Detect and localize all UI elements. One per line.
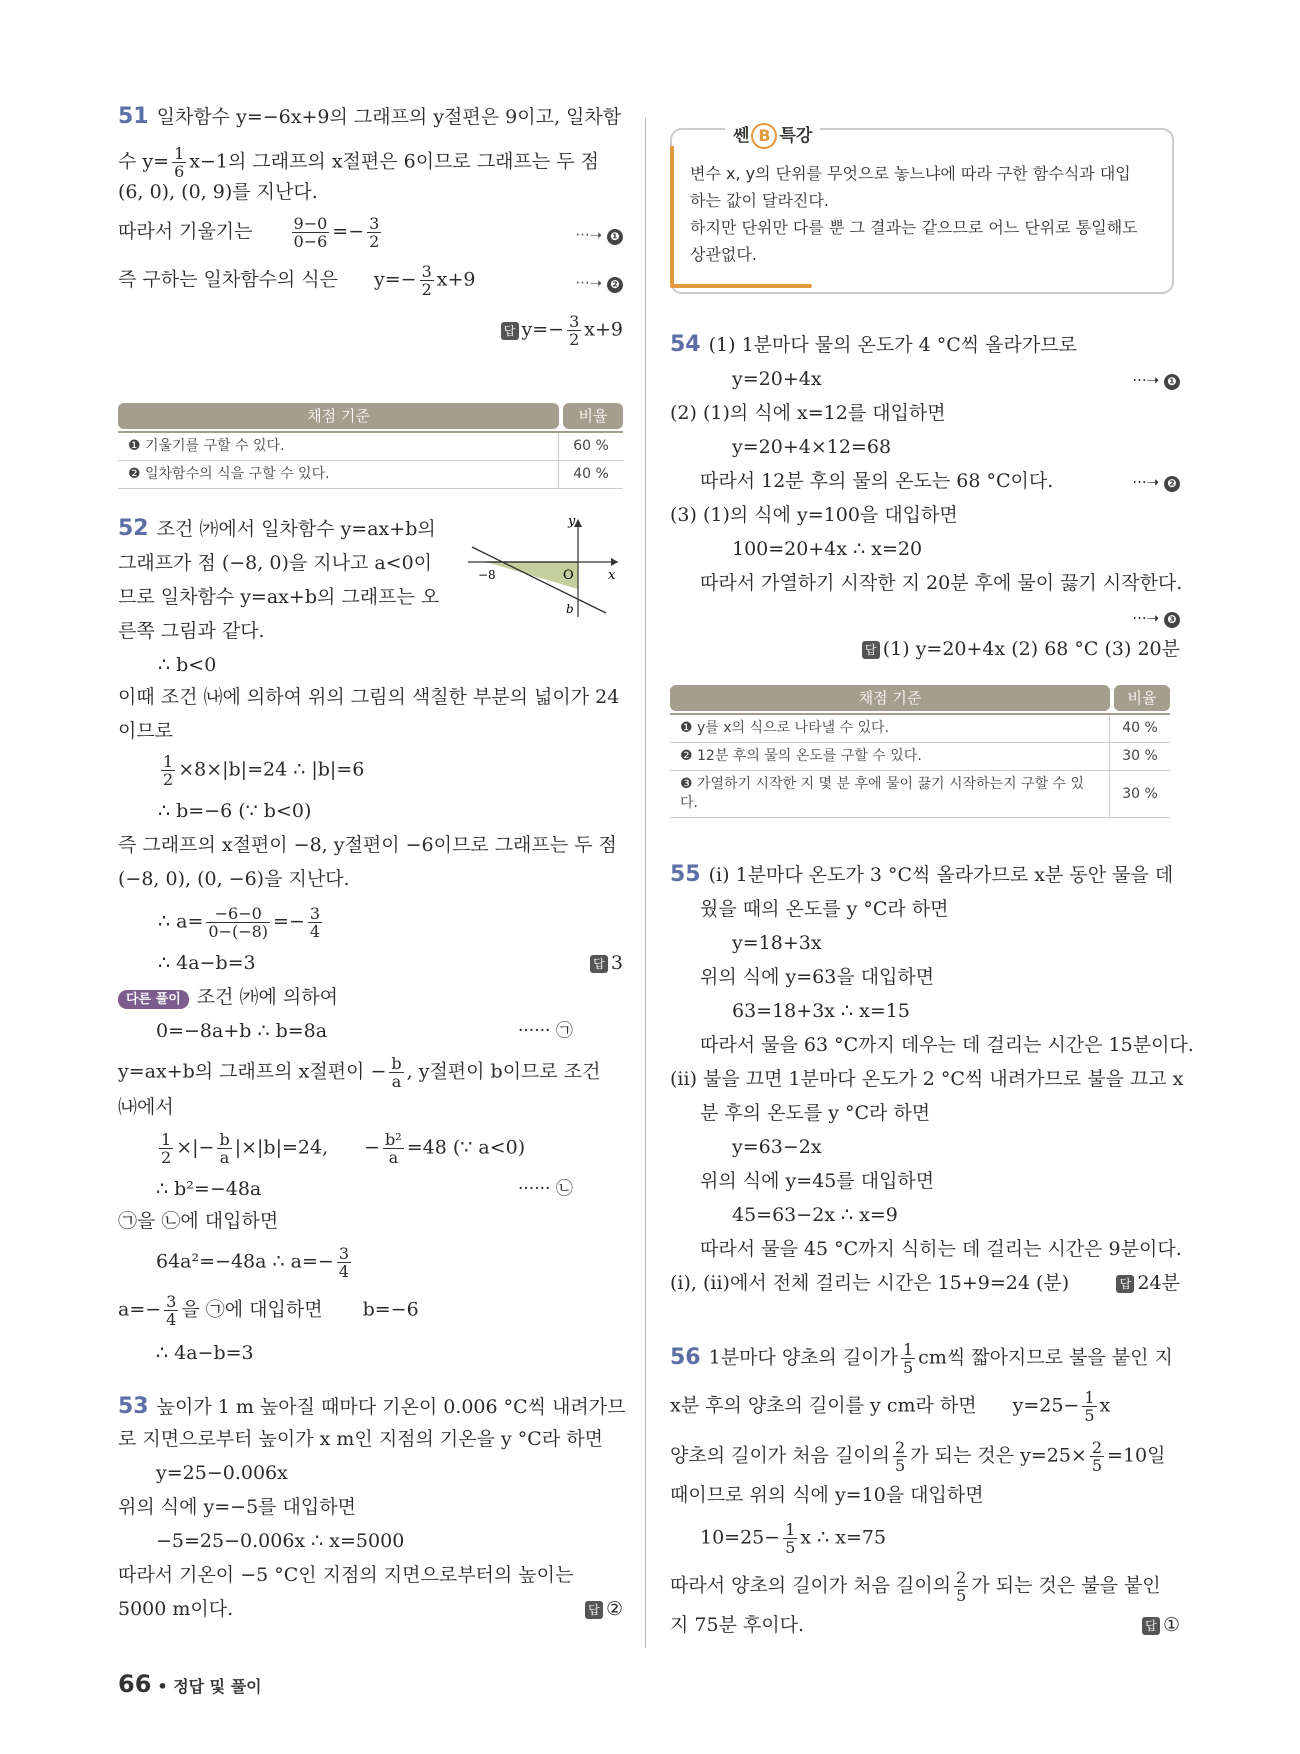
fraction: [783, 1521, 797, 1556]
fraction: [206, 905, 270, 940]
fraction: [308, 905, 322, 940]
denominator: 6: [174, 162, 185, 181]
numerator: 3: [421, 262, 432, 281]
column-divider: [645, 118, 646, 1648]
fraction: [164, 1293, 178, 1328]
table-body: [118, 431, 623, 489]
denominator: a: [219, 1148, 230, 1167]
numerator: 1: [1084, 1388, 1095, 1407]
text: , y절편이 b이므로 조건: [406, 1060, 601, 1083]
text: 따라서 양초의 길이가 처음 길이의: [670, 1574, 952, 1597]
page-number: 66: [118, 1670, 152, 1698]
text: (1) y=20+4x (2) 68 °C (3) 20분: [882, 638, 1180, 660]
numerator: b: [219, 1130, 230, 1149]
text: 10=25−: [700, 1526, 781, 1549]
fraction: [1090, 1439, 1104, 1474]
p54-answer: [862, 637, 1180, 661]
header-ratio: 비율: [1114, 685, 1170, 711]
p55-line3: y=18+3x: [732, 932, 822, 954]
p52-line9: ∴ b=−6 (∵ b<0): [158, 800, 312, 822]
p52-alt9: [118, 1293, 419, 1328]
p52-alt8: [156, 1245, 354, 1280]
fraction: [893, 1439, 907, 1474]
p55-line4: 위의 식에 y=63을 대입하면: [700, 966, 935, 988]
p54-line1: [670, 333, 1077, 357]
numerator: b²: [385, 1130, 402, 1149]
step-marker: ···➝ ❷: [1132, 469, 1180, 494]
p56-line1: [670, 1341, 1173, 1376]
text: (i) 1분마다 온도가 3 °C씩 올라가므로 x분 동안 물을 데: [708, 864, 1174, 886]
step-number: ❶: [1164, 374, 1180, 390]
problem-number: 53: [118, 1394, 149, 1419]
cell: ❶ y를 x의 식으로 나타낼 수 있다.: [670, 715, 1110, 742]
text: cm씩 짧아지므로 불을 붙인 지: [918, 1346, 1173, 1369]
p54-line7: 100=20+4x ∴ x=20: [732, 538, 923, 560]
text-line: 상관없다.: [690, 245, 757, 264]
p51-line3: (6, 0), (0, 9)를 지난다.: [118, 181, 318, 203]
numerator: 1: [785, 1520, 796, 1539]
p55-line9: y=63−2x: [732, 1136, 822, 1158]
numerator: 3: [166, 1292, 177, 1311]
header-criteria: 채점 기준: [118, 403, 559, 429]
p55-line6: 따라서 물을 63 °C까지 데우는 데 걸리는 시간은 15분이다.: [700, 1034, 1194, 1056]
problem-number: 54: [670, 332, 701, 357]
text: ②: [605, 1598, 623, 1620]
text: =−: [273, 910, 305, 933]
step-number: ❶: [607, 229, 623, 245]
step-number: ❷: [607, 277, 623, 293]
numerator: 2: [1091, 1438, 1103, 1457]
p52-line12: [158, 905, 325, 940]
header-criteria: 채점 기준: [670, 685, 1110, 711]
text-line: 하지만 단위만 다를 뿐 그 결과는 같으므로 어느 단위로 통일해도: [690, 218, 1138, 237]
step-marker: ···➝ ❸: [1132, 605, 1180, 630]
table-row: [118, 431, 623, 461]
p56-answer: [1142, 1613, 1180, 1637]
denominator: a: [388, 1148, 399, 1167]
scoring-table-51: [118, 403, 623, 489]
p52-line8: [158, 753, 364, 788]
origin-label: O: [563, 568, 574, 583]
fraction: [954, 1569, 968, 1604]
equation-tag: ······ ㉠: [518, 1021, 573, 1041]
denominator: 0−6: [293, 232, 328, 251]
text: x분 후의 양초의 길이를 y cm라 하면: [670, 1394, 977, 1417]
text: 을 ㉠에 대입하면: [181, 1298, 323, 1321]
text: =−: [332, 220, 365, 243]
cell: 30 %: [1122, 748, 1158, 764]
p55-line8: 분 후의 온도를 y °C라 하면: [700, 1102, 931, 1124]
fraction: [420, 263, 434, 298]
special-lecture-title: [725, 121, 820, 149]
p55-line1: [670, 863, 1173, 887]
p53-line2: 로 지면으로부터 높이가 x m인 지점의 기온을 y °C라 하면: [118, 1428, 603, 1450]
problem-number: 52: [118, 516, 149, 541]
text: 조건 ㈎에 의하여: [196, 986, 338, 1008]
answer-icon: 답: [590, 955, 608, 973]
p54-line5: 따라서 12분 후의 물의 온도는 68 °C이다.: [700, 470, 1054, 492]
fraction: [337, 1245, 351, 1280]
table-header: [118, 403, 623, 429]
numerator: 3: [569, 312, 580, 331]
p52-line5: ∴ b<0: [158, 654, 217, 676]
fraction: [901, 1341, 915, 1376]
header-ratio: 비율: [563, 403, 623, 429]
p55-line5: 63=18+3x ∴ x=15: [732, 1000, 910, 1022]
table-header: [670, 685, 1170, 711]
problem-number: 55: [670, 862, 701, 887]
fraction: [159, 1131, 173, 1166]
answer-icon: 답: [1116, 1275, 1134, 1293]
numerator: b: [391, 1054, 402, 1073]
p52-alt10: ∴ 4a−b=3: [156, 1342, 254, 1364]
text: 64a²=−48a ∴ a=−: [156, 1250, 334, 1273]
p54-line2: y=20+4x: [732, 368, 822, 390]
denominator: 2: [163, 770, 174, 789]
fraction: [217, 1131, 231, 1166]
step-marker: ···➝ ❶: [1132, 367, 1180, 392]
fraction: [567, 313, 581, 348]
text: x+9: [436, 268, 476, 291]
cell: 60 %: [573, 438, 609, 454]
table-body: [670, 713, 1170, 818]
cell: 30 %: [1122, 785, 1158, 802]
p52-answer: [590, 951, 623, 975]
numerator: 1: [161, 1130, 172, 1149]
p53-answer: [585, 1597, 623, 1621]
p53-line5: −5=25−0.006x ∴ x=5000: [156, 1530, 405, 1552]
p54-line4: y=20+4×12=68: [732, 436, 892, 458]
denominator: 0−(−8): [208, 922, 269, 941]
fraction: [172, 145, 186, 180]
text: 24분: [1137, 1272, 1180, 1294]
text: |×|b|=24,: [234, 1136, 329, 1159]
cell: ❷ 12분 후의 물의 온도를 구할 수 있다.: [670, 743, 1110, 770]
text: 쎈: [733, 126, 750, 146]
p53-line3: y=25−0.006x: [156, 1462, 288, 1484]
p55-line12: 따라서 물을 45 °C까지 식히는 데 걸리는 시간은 9분이다.: [700, 1238, 1182, 1260]
text-line: 변수 x, y의 단위를 무엇으로 놓느냐에 따라 구한 함수식과 대입: [690, 164, 1131, 183]
numerator: 3: [309, 904, 321, 923]
alt-solution-badge: 다른 풀이: [118, 990, 189, 1009]
text: 양초의 길이가 처음 길이의: [670, 1444, 891, 1467]
denominator: 2: [369, 232, 380, 251]
denominator: 5: [1091, 1456, 1103, 1475]
text: a=−: [118, 1298, 162, 1321]
text: y=25−: [1012, 1394, 1080, 1417]
p56-line4: 때이므로 위의 식에 y=10을 대입하면: [670, 1484, 984, 1506]
p55-line10: 위의 식에 y=45를 대입하면: [700, 1170, 935, 1192]
answer-icon: 답: [585, 1601, 603, 1619]
cell: ❷ 일차함수의 식을 구할 수 있다.: [118, 461, 559, 488]
table-row: [118, 461, 623, 489]
scoring-table-54: [670, 685, 1170, 818]
numerator: 1: [902, 1340, 914, 1359]
p52-alt3: [118, 1055, 601, 1090]
p52-line11: (−8, 0), (0, −6)을 지난다.: [118, 868, 350, 890]
cell: ❶ 기울기를 구할 수 있다.: [118, 433, 559, 460]
p52-line7: 이므로: [118, 720, 174, 742]
box-accent: [670, 146, 688, 284]
denominator: 5: [895, 1456, 906, 1475]
p51-line2: [118, 145, 599, 180]
text: x−1의 그래프의 x절편은 6이므로 그래프는 두 점: [189, 150, 600, 173]
x-label: x: [608, 568, 616, 583]
b-logo: B: [751, 123, 777, 149]
fraction: [1082, 1389, 1096, 1424]
problem-number: 51: [118, 104, 149, 129]
p55-line13: (i), (ii)에서 전체 걸리는 시간은 15+9=24 (분): [670, 1272, 1070, 1294]
text: ∴ a=: [158, 910, 204, 933]
cell: ❸ 가열하기 시작한 지 몇 분 후에 물이 끓기 시작하는지 구할 수 있다.: [670, 771, 1110, 817]
text: y=−: [374, 268, 417, 291]
denominator: 2: [421, 280, 432, 299]
p55-line7: (ii) 불을 끄면 1분마다 온도가 2 °C씩 내려가므로 불을 끄고 x: [670, 1068, 1184, 1090]
p53-line1: [118, 1395, 626, 1419]
cell: 40 %: [573, 466, 609, 482]
text: 조건 ㈎에서 일차함수 y=ax+b의: [156, 518, 436, 540]
p52-alt5: [156, 1131, 525, 1166]
p52-alt2: 0=−8a+b ∴ b=8a: [156, 1020, 328, 1042]
denominator: 4: [338, 1262, 349, 1281]
denominator: a: [391, 1072, 402, 1091]
problem-number: 56: [670, 1344, 701, 1370]
fraction: [367, 215, 381, 250]
p54-line8: 따라서 가열하기 시작한 지 20분 후에 물이 끓기 시작한다.: [700, 572, 1183, 594]
fraction: [389, 1055, 403, 1090]
text: 따라서 기울기는: [118, 220, 253, 243]
p52-line13: ∴ 4a−b=3: [158, 952, 256, 974]
p52-line4: 른쪽 그림과 같다.: [118, 620, 265, 642]
p55-line2: 웠을 때의 온도를 y °C라 하면: [700, 898, 949, 920]
p53-line6: 따라서 기온이 −5 °C인 지점의 지면으로부터의 높이는: [118, 1564, 574, 1586]
numerator: −6−0: [206, 905, 270, 923]
fraction: [383, 1131, 404, 1166]
text: 가 되는 것은 불을 붙인: [971, 1574, 1161, 1597]
p52-line6: 이때 조건 ㈏에 의하여 위의 그림의 색칠한 부분의 넓이가 24: [118, 686, 620, 708]
table-row: [670, 771, 1170, 818]
text: x ∴ x=75: [800, 1526, 887, 1549]
box-accent-bar: [670, 284, 812, 288]
text: =48 (∵ a<0): [406, 1136, 526, 1159]
text: ×8×|b|=24 ∴ |b|=6: [178, 758, 365, 781]
p54-line6: (3) (1)의 식에 y=100을 대입하면: [670, 504, 958, 526]
answer-icon: 답: [862, 641, 880, 659]
p52-line2: 그래프가 점 (−8, 0)을 지나고 a<0이: [118, 552, 433, 574]
fraction: [292, 215, 330, 250]
denominator: 4: [309, 922, 321, 941]
table-row: [670, 713, 1170, 743]
text: 즉 구하는 일차함수의 식은: [118, 268, 339, 291]
equation-tag: ······ ㉡: [518, 1179, 573, 1199]
text: 가 되는 것은 y=25×: [910, 1444, 1087, 1467]
text: x: [1099, 1394, 1111, 1417]
denominator: 2: [569, 330, 580, 349]
p52-alt1: [118, 985, 338, 1009]
numerator: 3: [338, 1244, 349, 1263]
step-number: ❸: [1164, 612, 1180, 628]
numerator: 1: [174, 144, 185, 163]
footer-text: • 정답 및 풀이: [157, 1677, 262, 1696]
text: x+9: [584, 318, 623, 341]
p51-answer: [118, 313, 623, 348]
p56-line6: [670, 1569, 1161, 1604]
p55-line11: 45=63−2x ∴ x=9: [732, 1204, 898, 1226]
y-tick-label: b: [566, 602, 574, 616]
p56-line7: 지 75분 후이다.: [670, 1614, 805, 1636]
p52-alt7: ㉠을 ㉡에 대입하면: [118, 1210, 279, 1232]
p52-line3: 므로 일차함수 y=ax+b의 그래프는 오: [118, 586, 440, 608]
numerator: 9−0: [293, 214, 328, 233]
p55-answer: [1116, 1271, 1180, 1295]
text: −: [364, 1136, 381, 1159]
p53-line4: 위의 식에 y=−5를 대입하면: [118, 1496, 356, 1518]
fraction: [161, 753, 175, 788]
text: =10일: [1107, 1444, 1166, 1467]
text: y=ax+b의 그래프의 x절편이 −: [118, 1060, 387, 1083]
text: 3: [610, 952, 623, 974]
graph-52: [468, 517, 618, 627]
p52-alt6: ∴ b²=−48a: [156, 1178, 262, 1200]
numerator: 1: [163, 752, 174, 771]
answer-icon: 답: [501, 322, 519, 340]
step-number: ❷: [1164, 476, 1180, 492]
denominator: 5: [956, 1586, 967, 1605]
table-row: [670, 743, 1170, 771]
x-axis-arrow: [611, 558, 618, 566]
text: 높이가 1 m 높아질 때마다 기온이 0.006 °C씩 내려가므: [156, 1396, 626, 1418]
text: 특강: [779, 126, 813, 146]
numerator: 2: [895, 1438, 906, 1457]
numerator: 3: [369, 214, 380, 233]
denominator: 4: [166, 1310, 177, 1329]
text: 1분마다 양초의 길이가: [708, 1346, 898, 1369]
p52-alt4: ㈏에서: [118, 1096, 174, 1118]
p51-line4: [118, 215, 623, 250]
p56-line2: [670, 1389, 1110, 1424]
cell: 40 %: [1122, 720, 1158, 736]
page-footer: [118, 1670, 262, 1698]
numerator: 2: [956, 1568, 967, 1587]
text: y=−: [521, 318, 565, 341]
text: b=−6: [362, 1298, 419, 1321]
text-line: 하는 값이 달라진다.: [690, 191, 829, 210]
text: (1) 1분마다 물의 온도가 4 °C씩 올라가므로: [708, 334, 1077, 356]
p54-line3: (2) (1)의 식에 x=12를 대입하면: [670, 402, 946, 424]
special-lecture-text: [690, 160, 1160, 268]
p53-line7: 5000 m이다.: [118, 1598, 234, 1620]
x-tick-label: −8: [478, 568, 496, 582]
step-marker: ···➝ ❶: [575, 223, 623, 247]
denominator: 5: [785, 1538, 796, 1557]
p52-line10: 즉 그래프의 x절편이 −8, y절편이 −6이므로 그래프는 두 점: [118, 834, 617, 856]
text: 수 y=: [118, 150, 170, 173]
p56-line3: [670, 1439, 1165, 1474]
p51-line5: [118, 263, 623, 298]
denominator: 5: [1084, 1406, 1095, 1425]
y-label: y: [568, 517, 576, 529]
denominator: 2: [161, 1148, 172, 1167]
text: 일차함수 y=−6x+9의 그래프의 y절편은 9이고, 일차함: [156, 106, 622, 128]
p56-line5: [700, 1521, 886, 1556]
answer-icon: 답: [1142, 1617, 1160, 1635]
denominator: 5: [902, 1358, 914, 1377]
step-marker: ···➝ ❷: [575, 271, 623, 295]
text: ×|−: [176, 1136, 215, 1159]
text: ①: [1162, 1614, 1180, 1636]
p52-line1: [118, 517, 436, 541]
p51-line1: [118, 105, 621, 129]
